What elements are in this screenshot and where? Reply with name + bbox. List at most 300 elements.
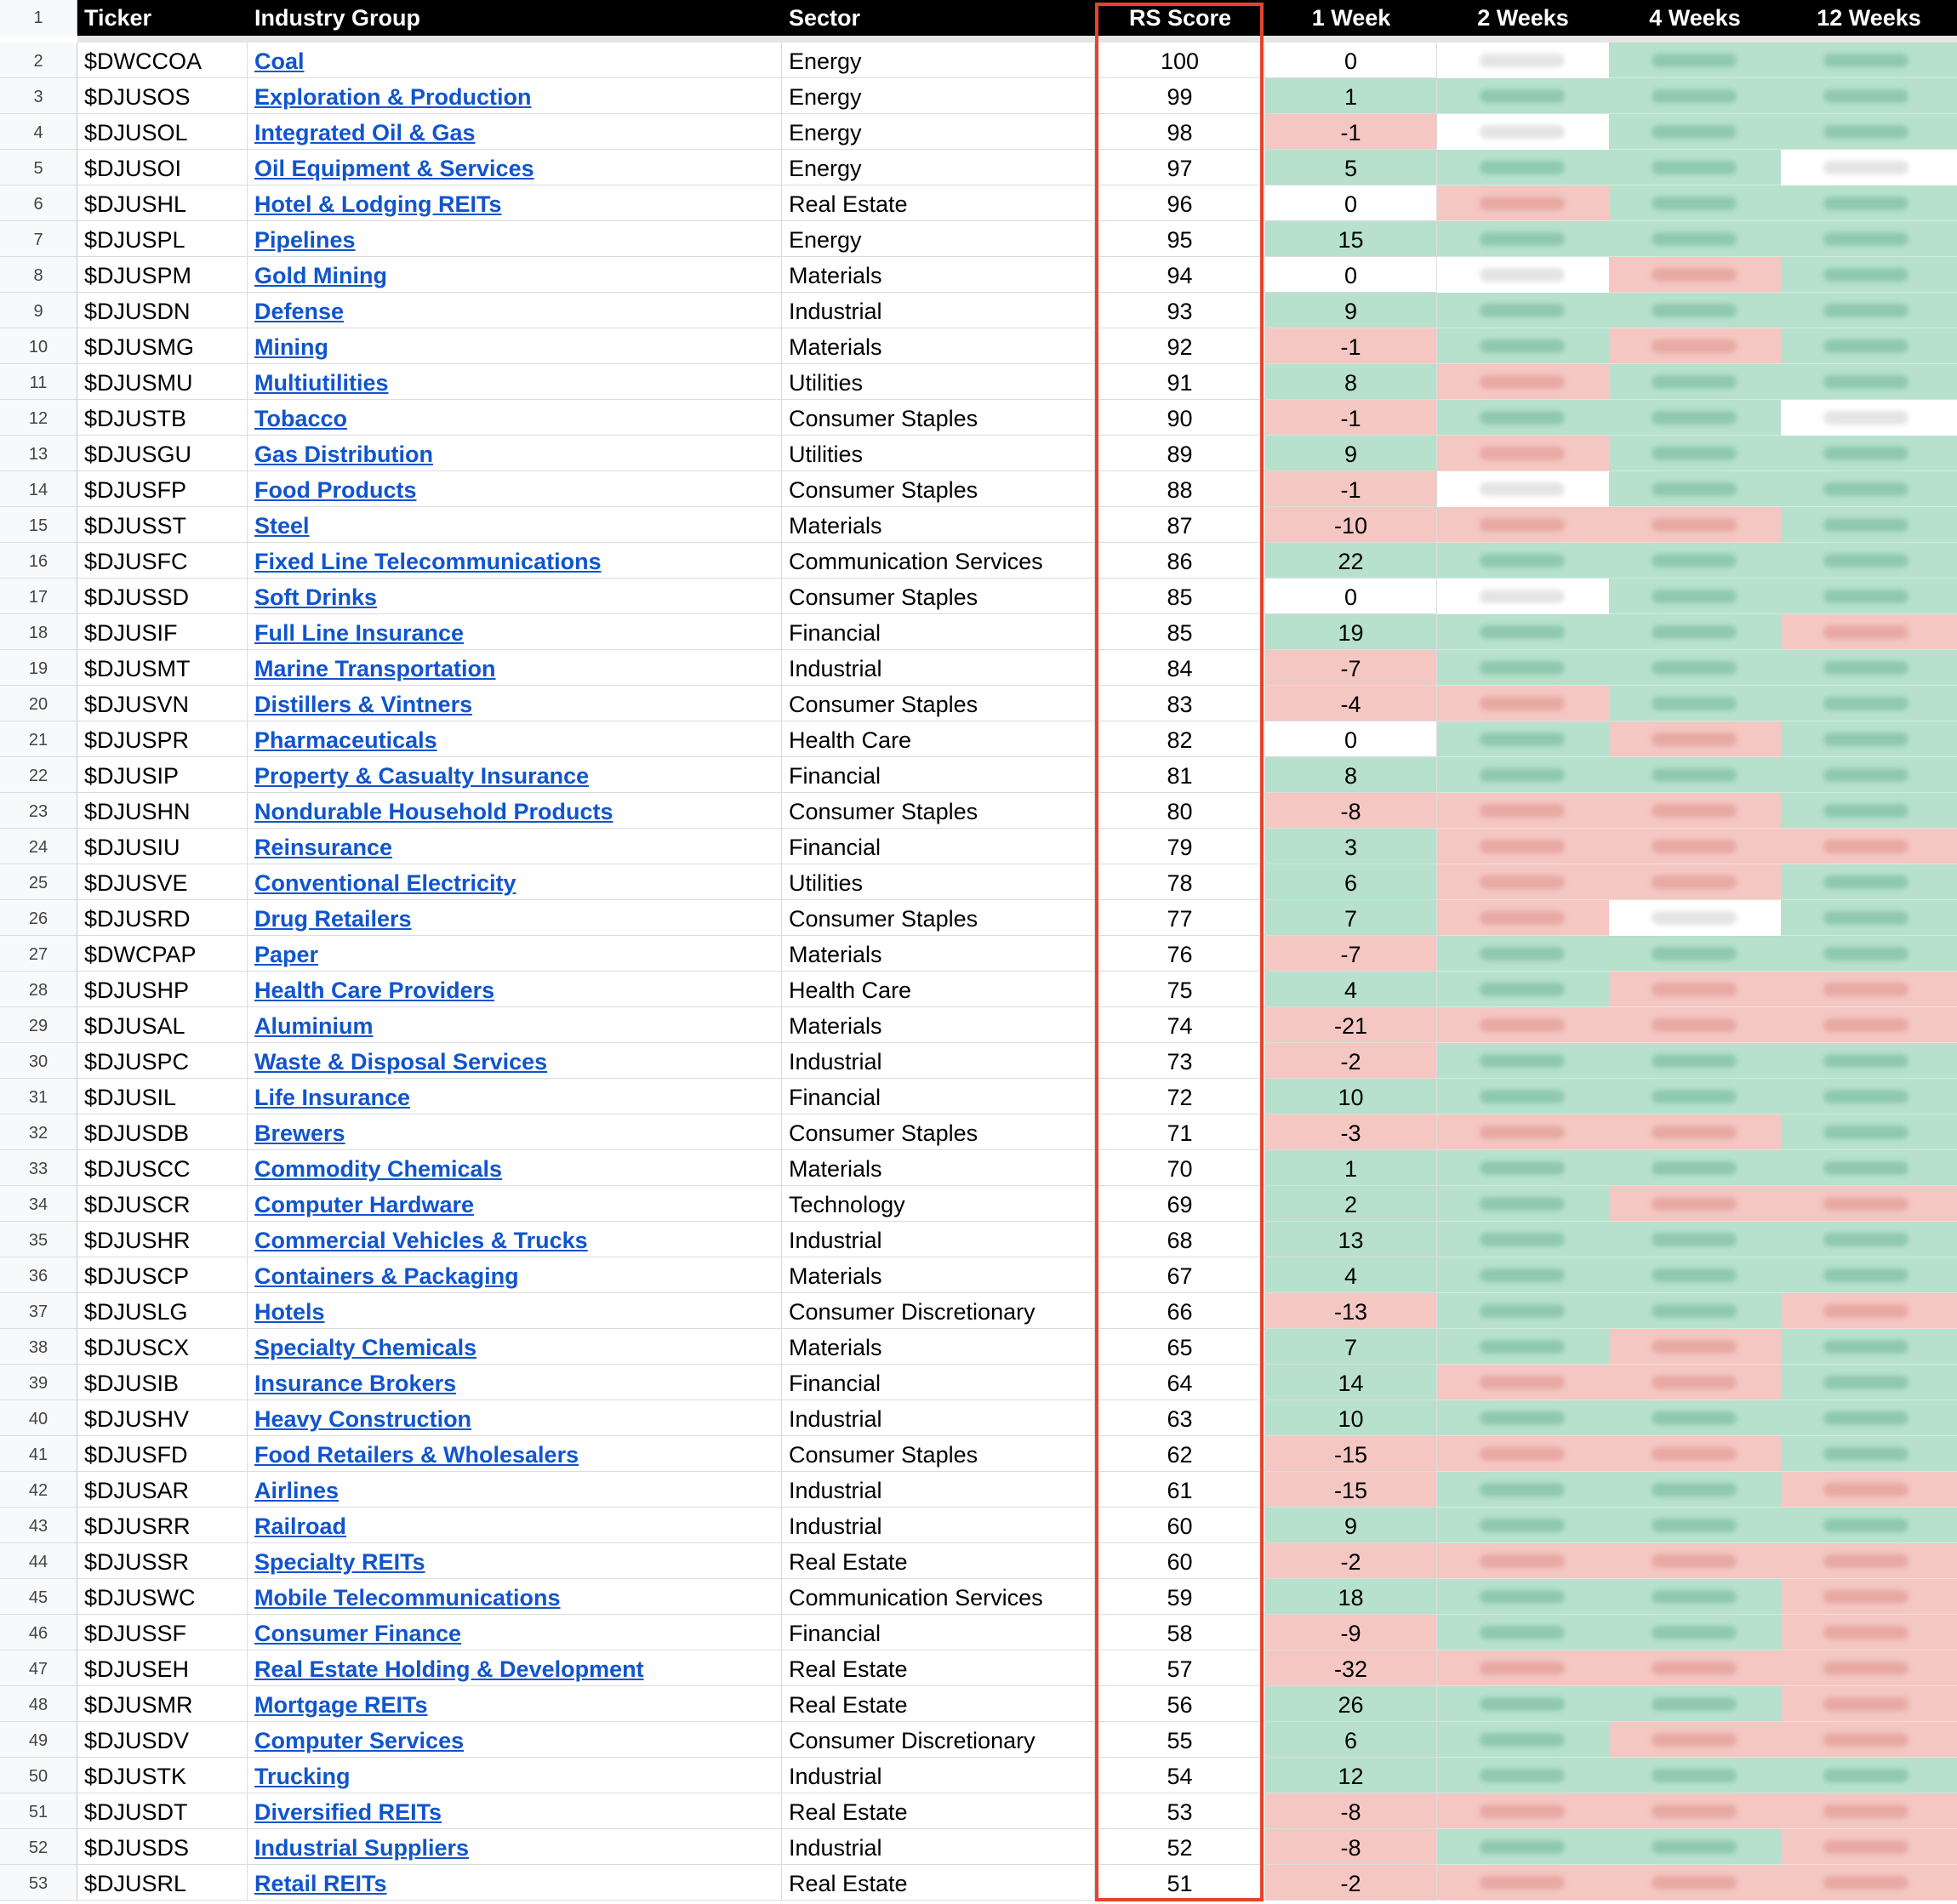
week-2-change-cell-blurred[interactable] xyxy=(1437,1758,1609,1793)
industry-group-cell[interactable] xyxy=(248,1650,782,1686)
industry-group-cell[interactable] xyxy=(248,507,782,543)
week-4-change-cell-blurred[interactable] xyxy=(1609,1865,1781,1901)
industry-group-cell[interactable] xyxy=(248,579,782,614)
ticker-cell[interactable]: $DJUSHN xyxy=(77,793,248,829)
sector-cell[interactable]: Consumer Staples xyxy=(782,1114,1095,1150)
industry-group-cell[interactable] xyxy=(248,1007,782,1043)
row-number[interactable]: 35 xyxy=(0,1222,77,1257)
industry-group-link[interactable]: Conventional Electricity xyxy=(254,870,516,896)
industry-group-cell[interactable] xyxy=(248,221,782,257)
industry-group-link[interactable]: Gas Distribution xyxy=(254,442,434,467)
week-4-change-cell-blurred[interactable] xyxy=(1609,293,1781,328)
rs-score-cell[interactable]: 54 xyxy=(1095,1758,1265,1793)
week-2-change-cell-blurred[interactable] xyxy=(1437,1079,1609,1114)
industry-group-cell[interactable] xyxy=(248,793,782,829)
sector-cell[interactable]: Energy xyxy=(782,221,1095,257)
week-2-change-cell-blurred[interactable] xyxy=(1437,328,1609,364)
row-number[interactable]: 8 xyxy=(0,257,77,293)
rs-score-cell[interactable]: 94 xyxy=(1095,257,1265,293)
industry-group-cell[interactable] xyxy=(248,1043,782,1079)
week-4-change-cell-blurred[interactable] xyxy=(1609,829,1781,864)
week-1-change-cell[interactable]: 0 xyxy=(1265,185,1437,221)
week-4-change-cell-blurred[interactable] xyxy=(1609,1007,1781,1043)
week-1-change-cell[interactable]: 15 xyxy=(1265,221,1437,257)
industry-group-link[interactable]: Pipelines xyxy=(254,227,356,253)
sector-cell[interactable]: Utilities xyxy=(782,364,1095,400)
rs-score-cell[interactable]: 60 xyxy=(1095,1543,1265,1579)
sector-cell[interactable]: Communication Services xyxy=(782,1579,1095,1615)
sector-cell[interactable]: Industrial xyxy=(782,1400,1095,1436)
ticker-cell[interactable]: $DJUSAL xyxy=(77,1007,248,1043)
industry-group-cell[interactable] xyxy=(248,471,782,507)
week-2-change-cell-blurred[interactable] xyxy=(1437,1543,1609,1579)
industry-group-cell[interactable] xyxy=(248,972,782,1007)
row-number[interactable]: 25 xyxy=(0,864,77,900)
rs-score-cell[interactable]: 96 xyxy=(1095,185,1265,221)
industry-group-cell[interactable] xyxy=(248,1436,782,1472)
week-1-change-cell[interactable]: 9 xyxy=(1265,1508,1437,1543)
week-1-change-cell[interactable]: 6 xyxy=(1265,864,1437,900)
week-2-change-cell-blurred[interactable] xyxy=(1437,864,1609,900)
week-12-change-cell-blurred[interactable] xyxy=(1781,650,1957,686)
industry-group-cell[interactable] xyxy=(248,1793,782,1829)
week-4-change-cell-blurred[interactable] xyxy=(1609,543,1781,579)
industry-group-cell[interactable] xyxy=(248,1257,782,1293)
row-number[interactable]: 42 xyxy=(0,1472,77,1508)
ticker-cell[interactable]: $DJUSPR xyxy=(77,721,248,757)
industry-group-link[interactable]: Property & Casualty Insurance xyxy=(254,763,590,789)
industry-group-link[interactable]: Brewers xyxy=(254,1120,345,1146)
week-1-change-cell[interactable]: 0 xyxy=(1265,43,1437,78)
week-1-change-cell[interactable]: 6 xyxy=(1265,1722,1437,1758)
row-number[interactable]: 27 xyxy=(0,936,77,972)
week-4-change-cell-blurred[interactable] xyxy=(1609,864,1781,900)
week-1-change-cell[interactable]: 8 xyxy=(1265,757,1437,793)
week-1-change-cell[interactable]: 14 xyxy=(1265,1365,1437,1400)
industry-group-link[interactable]: Real Estate Holding & Development xyxy=(254,1656,644,1682)
week-12-change-cell-blurred[interactable] xyxy=(1781,864,1957,900)
week-1-change-cell[interactable]: 3 xyxy=(1265,829,1437,864)
week-12-change-cell-blurred[interactable] xyxy=(1781,1793,1957,1829)
week-12-change-cell-blurred[interactable] xyxy=(1781,1293,1957,1329)
rs-score-cell[interactable]: 82 xyxy=(1095,721,1265,757)
industry-group-link[interactable]: Airlines xyxy=(254,1478,339,1503)
sector-cell[interactable]: Energy xyxy=(782,114,1095,150)
week-2-change-cell-blurred[interactable] xyxy=(1437,900,1609,936)
week-2-change-cell-blurred[interactable] xyxy=(1437,471,1609,507)
column-header-ticker[interactable]: Ticker xyxy=(77,0,248,36)
sector-cell[interactable]: Energy xyxy=(782,150,1095,185)
week-1-change-cell[interactable]: -8 xyxy=(1265,1793,1437,1829)
industry-group-link[interactable]: Insurance Brokers xyxy=(254,1371,457,1396)
industry-group-link[interactable]: Containers & Packaging xyxy=(254,1263,519,1289)
rs-score-cell[interactable]: 93 xyxy=(1095,293,1265,328)
week-12-change-cell-blurred[interactable] xyxy=(1781,1829,1957,1865)
week-12-change-cell-blurred[interactable] xyxy=(1781,1579,1957,1615)
sector-cell[interactable]: Materials xyxy=(782,328,1095,364)
row-number[interactable]: 52 xyxy=(0,1829,77,1865)
ticker-cell[interactable]: $DJUSCR xyxy=(77,1186,248,1222)
sector-cell[interactable]: Materials xyxy=(782,1329,1095,1365)
row-number[interactable]: 14 xyxy=(0,471,77,507)
rs-score-cell[interactable]: 98 xyxy=(1095,114,1265,150)
ticker-cell[interactable]: $DJUSST xyxy=(77,507,248,543)
rs-score-cell[interactable]: 88 xyxy=(1095,471,1265,507)
industry-group-cell[interactable] xyxy=(248,1400,782,1436)
ticker-cell[interactable]: $DJUSLG xyxy=(77,1293,248,1329)
row-number[interactable]: 32 xyxy=(0,1114,77,1150)
week-4-change-cell-blurred[interactable] xyxy=(1609,1436,1781,1472)
week-12-change-cell-blurred[interactable] xyxy=(1781,400,1957,436)
row-number[interactable]: 21 xyxy=(0,721,77,757)
week-1-change-cell[interactable]: -7 xyxy=(1265,936,1437,972)
week-12-change-cell-blurred[interactable] xyxy=(1781,1650,1957,1686)
row-number[interactable]: 51 xyxy=(0,1793,77,1829)
ticker-cell[interactable]: $DJUSTK xyxy=(77,1758,248,1793)
rs-score-cell[interactable]: 72 xyxy=(1095,1079,1265,1114)
ticker-cell[interactable]: $DJUSWC xyxy=(77,1579,248,1615)
ticker-cell[interactable]: $DJUSAR xyxy=(77,1472,248,1508)
week-1-change-cell[interactable]: -2 xyxy=(1265,1543,1437,1579)
column-header-1-week[interactable]: 1 Week xyxy=(1265,0,1437,36)
week-12-change-cell-blurred[interactable] xyxy=(1781,1007,1957,1043)
sector-cell[interactable]: Financial xyxy=(782,1365,1095,1400)
rs-score-cell[interactable]: 99 xyxy=(1095,78,1265,114)
row-number[interactable]: 18 xyxy=(0,614,77,650)
industry-group-link[interactable]: Pharmaceuticals xyxy=(254,727,437,753)
industry-group-link[interactable]: Consumer Finance xyxy=(254,1621,462,1646)
week-12-change-cell-blurred[interactable] xyxy=(1781,185,1957,221)
row-number[interactable]: 36 xyxy=(0,1257,77,1293)
week-2-change-cell-blurred[interactable] xyxy=(1437,1257,1609,1293)
sector-cell[interactable]: Materials xyxy=(782,936,1095,972)
sector-cell[interactable]: Industrial xyxy=(782,1043,1095,1079)
week-2-change-cell-blurred[interactable] xyxy=(1437,436,1609,471)
week-2-change-cell-blurred[interactable] xyxy=(1437,793,1609,829)
week-12-change-cell-blurred[interactable] xyxy=(1781,1508,1957,1543)
sector-cell[interactable]: Energy xyxy=(782,78,1095,114)
rs-score-cell[interactable]: 67 xyxy=(1095,1257,1265,1293)
ticker-cell[interactable]: $DJUSRR xyxy=(77,1508,248,1543)
industry-group-cell[interactable] xyxy=(248,293,782,328)
row-number[interactable]: 2 xyxy=(0,43,77,78)
ticker-cell[interactable]: $DJUSIP xyxy=(77,757,248,793)
week-2-change-cell-blurred[interactable] xyxy=(1437,1150,1609,1186)
industry-group-cell[interactable] xyxy=(248,1222,782,1257)
week-2-change-cell-blurred[interactable] xyxy=(1437,972,1609,1007)
industry-group-link[interactable]: Computer Services xyxy=(254,1728,465,1753)
week-4-change-cell-blurred[interactable] xyxy=(1609,1400,1781,1436)
sector-cell[interactable]: Consumer Staples xyxy=(782,793,1095,829)
industry-group-cell[interactable] xyxy=(248,1329,782,1365)
week-1-change-cell[interactable]: 4 xyxy=(1265,1257,1437,1293)
industry-group-cell[interactable] xyxy=(248,400,782,436)
week-2-change-cell-blurred[interactable] xyxy=(1437,614,1609,650)
sector-cell[interactable]: Materials xyxy=(782,257,1095,293)
week-1-change-cell[interactable]: -9 xyxy=(1265,1615,1437,1650)
week-4-change-cell-blurred[interactable] xyxy=(1609,185,1781,221)
industry-group-link[interactable]: Distillers & Vintners xyxy=(254,692,473,717)
week-2-change-cell-blurred[interactable] xyxy=(1437,1615,1609,1650)
industry-group-cell[interactable] xyxy=(248,328,782,364)
week-1-change-cell[interactable]: 2 xyxy=(1265,1186,1437,1222)
sector-cell[interactable]: Real Estate xyxy=(782,1865,1095,1901)
week-2-change-cell-blurred[interactable] xyxy=(1437,1829,1609,1865)
week-12-change-cell-blurred[interactable] xyxy=(1781,150,1957,185)
ticker-cell[interactable]: $DJUSPL xyxy=(77,221,248,257)
week-4-change-cell-blurred[interactable] xyxy=(1609,793,1781,829)
rs-score-cell[interactable]: 78 xyxy=(1095,864,1265,900)
industry-group-cell[interactable] xyxy=(248,1686,782,1722)
sector-cell[interactable]: Utilities xyxy=(782,436,1095,471)
week-4-change-cell-blurred[interactable] xyxy=(1609,757,1781,793)
week-1-change-cell[interactable]: 10 xyxy=(1265,1400,1437,1436)
week-1-change-cell[interactable]: -10 xyxy=(1265,507,1437,543)
week-12-change-cell-blurred[interactable] xyxy=(1781,43,1957,78)
week-2-change-cell-blurred[interactable] xyxy=(1437,1722,1609,1758)
rs-score-cell[interactable]: 60 xyxy=(1095,1508,1265,1543)
sector-cell[interactable]: Consumer Staples xyxy=(782,900,1095,936)
ticker-cell[interactable]: $DJUSMT xyxy=(77,650,248,686)
week-2-change-cell-blurred[interactable] xyxy=(1437,1793,1609,1829)
rs-score-cell[interactable]: 85 xyxy=(1095,579,1265,614)
rs-score-cell[interactable]: 52 xyxy=(1095,1829,1265,1865)
sector-cell[interactable]: Materials xyxy=(782,507,1095,543)
week-2-change-cell-blurred[interactable] xyxy=(1437,1329,1609,1365)
row-number[interactable]: 29 xyxy=(0,1007,77,1043)
industry-group-link[interactable]: Mining xyxy=(254,334,328,360)
rs-score-cell[interactable]: 74 xyxy=(1095,1007,1265,1043)
industry-group-cell[interactable] xyxy=(248,1758,782,1793)
industry-group-link[interactable]: Railroad xyxy=(254,1514,347,1539)
week-2-change-cell-blurred[interactable] xyxy=(1437,579,1609,614)
week-1-change-cell[interactable]: 13 xyxy=(1265,1222,1437,1257)
week-12-change-cell-blurred[interactable] xyxy=(1781,1043,1957,1079)
sector-cell[interactable]: Materials xyxy=(782,1007,1095,1043)
week-2-change-cell-blurred[interactable] xyxy=(1437,829,1609,864)
industry-group-link[interactable]: Food Products xyxy=(254,477,417,503)
industry-group-link[interactable]: Hotel & Lodging REITs xyxy=(254,191,502,217)
week-4-change-cell-blurred[interactable] xyxy=(1609,936,1781,972)
week-4-change-cell-blurred[interactable] xyxy=(1609,221,1781,257)
week-2-change-cell-blurred[interactable] xyxy=(1437,364,1609,400)
week-12-change-cell-blurred[interactable] xyxy=(1781,686,1957,721)
week-2-change-cell-blurred[interactable] xyxy=(1437,1365,1609,1400)
row-number[interactable]: 39 xyxy=(0,1365,77,1400)
week-2-change-cell-blurred[interactable] xyxy=(1437,757,1609,793)
week-1-change-cell[interactable]: 26 xyxy=(1265,1686,1437,1722)
week-12-change-cell-blurred[interactable] xyxy=(1781,507,1957,543)
row-number[interactable]: 43 xyxy=(0,1508,77,1543)
industry-group-cell[interactable] xyxy=(248,650,782,686)
sector-cell[interactable]: Consumer Discretionary xyxy=(782,1293,1095,1329)
week-1-change-cell[interactable]: -13 xyxy=(1265,1293,1437,1329)
week-4-change-cell-blurred[interactable] xyxy=(1609,1079,1781,1114)
rs-score-cell[interactable]: 84 xyxy=(1095,650,1265,686)
week-4-change-cell-blurred[interactable] xyxy=(1609,1257,1781,1293)
ticker-cell[interactable]: $DJUSPC xyxy=(77,1043,248,1079)
week-12-change-cell-blurred[interactable] xyxy=(1781,1150,1957,1186)
week-2-change-cell-blurred[interactable] xyxy=(1437,43,1609,78)
week-12-change-cell-blurred[interactable] xyxy=(1781,579,1957,614)
week-4-change-cell-blurred[interactable] xyxy=(1609,1365,1781,1400)
week-1-change-cell[interactable]: 9 xyxy=(1265,293,1437,328)
row-number[interactable]: 24 xyxy=(0,829,77,864)
industry-group-cell[interactable] xyxy=(248,43,782,78)
industry-group-cell[interactable] xyxy=(248,1579,782,1615)
industry-group-link[interactable]: Gold Mining xyxy=(254,263,387,288)
week-1-change-cell[interactable]: -1 xyxy=(1265,400,1437,436)
row-number[interactable]: 31 xyxy=(0,1079,77,1114)
week-12-change-cell-blurred[interactable] xyxy=(1781,1114,1957,1150)
week-12-change-cell-blurred[interactable] xyxy=(1781,293,1957,328)
industry-group-link[interactable]: Nondurable Household Products xyxy=(254,799,613,824)
row-number[interactable]: 9 xyxy=(0,293,77,328)
ticker-cell[interactable]: $DJUSDN xyxy=(77,293,248,328)
rs-score-cell[interactable]: 63 xyxy=(1095,1400,1265,1436)
sector-cell[interactable]: Real Estate xyxy=(782,1686,1095,1722)
row-number[interactable]: 5 xyxy=(0,150,77,185)
ticker-cell[interactable]: $DJUSSD xyxy=(77,579,248,614)
week-2-change-cell-blurred[interactable] xyxy=(1437,1293,1609,1329)
week-2-change-cell-blurred[interactable] xyxy=(1437,1114,1609,1150)
sector-cell[interactable]: Energy xyxy=(782,43,1095,78)
week-1-change-cell[interactable]: 1 xyxy=(1265,78,1437,114)
week-4-change-cell-blurred[interactable] xyxy=(1609,114,1781,150)
industry-group-cell[interactable] xyxy=(248,185,782,221)
week-1-change-cell[interactable]: -2 xyxy=(1265,1043,1437,1079)
week-2-change-cell-blurred[interactable] xyxy=(1437,1579,1609,1615)
row-number[interactable]: 38 xyxy=(0,1329,77,1365)
rs-score-cell[interactable]: 89 xyxy=(1095,436,1265,471)
rs-score-cell[interactable]: 73 xyxy=(1095,1043,1265,1079)
industry-group-link[interactable]: Mobile Telecommunications xyxy=(254,1585,561,1610)
week-12-change-cell-blurred[interactable] xyxy=(1781,1436,1957,1472)
week-2-change-cell-blurred[interactable] xyxy=(1437,650,1609,686)
ticker-cell[interactable]: $DJUSMR xyxy=(77,1686,248,1722)
ticker-cell[interactable]: $DJUSFC xyxy=(77,543,248,579)
row-number[interactable]: 17 xyxy=(0,579,77,614)
week-12-change-cell-blurred[interactable] xyxy=(1781,1615,1957,1650)
rs-score-cell[interactable]: 90 xyxy=(1095,400,1265,436)
week-2-change-cell-blurred[interactable] xyxy=(1437,1650,1609,1686)
row-number[interactable]: 48 xyxy=(0,1686,77,1722)
week-12-change-cell-blurred[interactable] xyxy=(1781,1365,1957,1400)
week-4-change-cell-blurred[interactable] xyxy=(1609,78,1781,114)
sector-cell[interactable]: Financial xyxy=(782,1615,1095,1650)
sector-cell[interactable]: Health Care xyxy=(782,972,1095,1007)
column-header-4-weeks[interactable]: 4 Weeks xyxy=(1609,0,1781,36)
ticker-cell[interactable]: $DJUSRD xyxy=(77,900,248,936)
row-number[interactable]: 20 xyxy=(0,686,77,721)
week-12-change-cell-blurred[interactable] xyxy=(1781,1543,1957,1579)
week-2-change-cell-blurred[interactable] xyxy=(1437,721,1609,757)
week-2-change-cell-blurred[interactable] xyxy=(1437,293,1609,328)
week-2-change-cell-blurred[interactable] xyxy=(1437,936,1609,972)
week-4-change-cell-blurred[interactable] xyxy=(1609,1758,1781,1793)
rs-score-cell[interactable]: 87 xyxy=(1095,507,1265,543)
ticker-cell[interactable]: $DJUSFD xyxy=(77,1436,248,1472)
week-2-change-cell-blurred[interactable] xyxy=(1437,1472,1609,1508)
week-4-change-cell-blurred[interactable] xyxy=(1609,1615,1781,1650)
week-1-change-cell[interactable]: -8 xyxy=(1265,1829,1437,1865)
ticker-cell[interactable]: $DJUSPM xyxy=(77,257,248,293)
row-number[interactable]: 45 xyxy=(0,1579,77,1615)
ticker-cell[interactable]: $DJUSHL xyxy=(77,185,248,221)
week-1-change-cell[interactable]: 4 xyxy=(1265,972,1437,1007)
ticker-cell[interactable]: $DJUSRL xyxy=(77,1865,248,1901)
ticker-cell[interactable]: $DJUSVE xyxy=(77,864,248,900)
rs-score-cell[interactable]: 65 xyxy=(1095,1329,1265,1365)
industry-group-link[interactable]: Oil Equipment & Services xyxy=(254,156,534,181)
row-number[interactable]: 22 xyxy=(0,757,77,793)
week-4-change-cell-blurred[interactable] xyxy=(1609,650,1781,686)
industry-group-link[interactable]: Reinsurance xyxy=(254,835,393,860)
rs-score-cell[interactable]: 55 xyxy=(1095,1722,1265,1758)
sector-cell[interactable]: Industrial xyxy=(782,1508,1095,1543)
week-4-change-cell-blurred[interactable] xyxy=(1609,364,1781,400)
column-header-2-weeks[interactable]: 2 Weeks xyxy=(1437,0,1609,36)
week-12-change-cell-blurred[interactable] xyxy=(1781,1865,1957,1901)
column-header-rs-score[interactable]: RS Score xyxy=(1095,0,1265,36)
week-4-change-cell-blurred[interactable] xyxy=(1609,686,1781,721)
industry-group-cell[interactable] xyxy=(248,1865,782,1901)
week-1-change-cell[interactable]: -2 xyxy=(1265,1865,1437,1901)
sector-cell[interactable]: Real Estate xyxy=(782,1543,1095,1579)
week-4-change-cell-blurred[interactable] xyxy=(1609,43,1781,78)
row-number[interactable]: 1 xyxy=(0,0,77,36)
week-1-change-cell[interactable]: -4 xyxy=(1265,686,1437,721)
week-4-change-cell-blurred[interactable] xyxy=(1609,900,1781,936)
week-12-change-cell-blurred[interactable] xyxy=(1781,721,1957,757)
industry-group-link[interactable]: Heavy Construction xyxy=(254,1406,472,1432)
industry-group-cell[interactable] xyxy=(248,1472,782,1508)
week-12-change-cell-blurred[interactable] xyxy=(1781,829,1957,864)
sector-cell[interactable]: Industrial xyxy=(782,1222,1095,1257)
industry-group-cell[interactable] xyxy=(248,436,782,471)
industry-group-cell[interactable] xyxy=(248,543,782,579)
industry-group-link[interactable]: Waste & Disposal Services xyxy=(254,1049,548,1075)
week-4-change-cell-blurred[interactable] xyxy=(1609,150,1781,185)
column-header-12-weeks[interactable]: 12 Weeks xyxy=(1781,0,1957,36)
week-12-change-cell-blurred[interactable] xyxy=(1781,900,1957,936)
week-2-change-cell-blurred[interactable] xyxy=(1437,1436,1609,1472)
week-12-change-cell-blurred[interactable] xyxy=(1781,1329,1957,1365)
rs-score-cell[interactable]: 56 xyxy=(1095,1686,1265,1722)
week-4-change-cell-blurred[interactable] xyxy=(1609,1543,1781,1579)
row-number[interactable]: 12 xyxy=(0,400,77,436)
week-2-change-cell-blurred[interactable] xyxy=(1437,1686,1609,1722)
row-number[interactable]: 26 xyxy=(0,900,77,936)
sector-cell[interactable]: Consumer Staples xyxy=(782,1436,1095,1472)
ticker-cell[interactable]: $DJUSSR xyxy=(77,1543,248,1579)
row-number[interactable]: 41 xyxy=(0,1436,77,1472)
week-12-change-cell-blurred[interactable] xyxy=(1781,436,1957,471)
ticker-cell[interactable]: $DWCPAP xyxy=(77,936,248,972)
week-1-change-cell[interactable]: 0 xyxy=(1265,257,1437,293)
week-1-change-cell[interactable]: 9 xyxy=(1265,436,1437,471)
industry-group-cell[interactable] xyxy=(248,1293,782,1329)
week-12-change-cell-blurred[interactable] xyxy=(1781,543,1957,579)
week-12-change-cell-blurred[interactable] xyxy=(1781,614,1957,650)
week-12-change-cell-blurred[interactable] xyxy=(1781,1079,1957,1114)
week-2-change-cell-blurred[interactable] xyxy=(1437,1186,1609,1222)
week-12-change-cell-blurred[interactable] xyxy=(1781,221,1957,257)
week-12-change-cell-blurred[interactable] xyxy=(1781,1257,1957,1293)
ticker-cell[interactable]: $DJUSIB xyxy=(77,1365,248,1400)
ticker-cell[interactable]: $DJUSEH xyxy=(77,1650,248,1686)
industry-group-cell[interactable] xyxy=(248,614,782,650)
